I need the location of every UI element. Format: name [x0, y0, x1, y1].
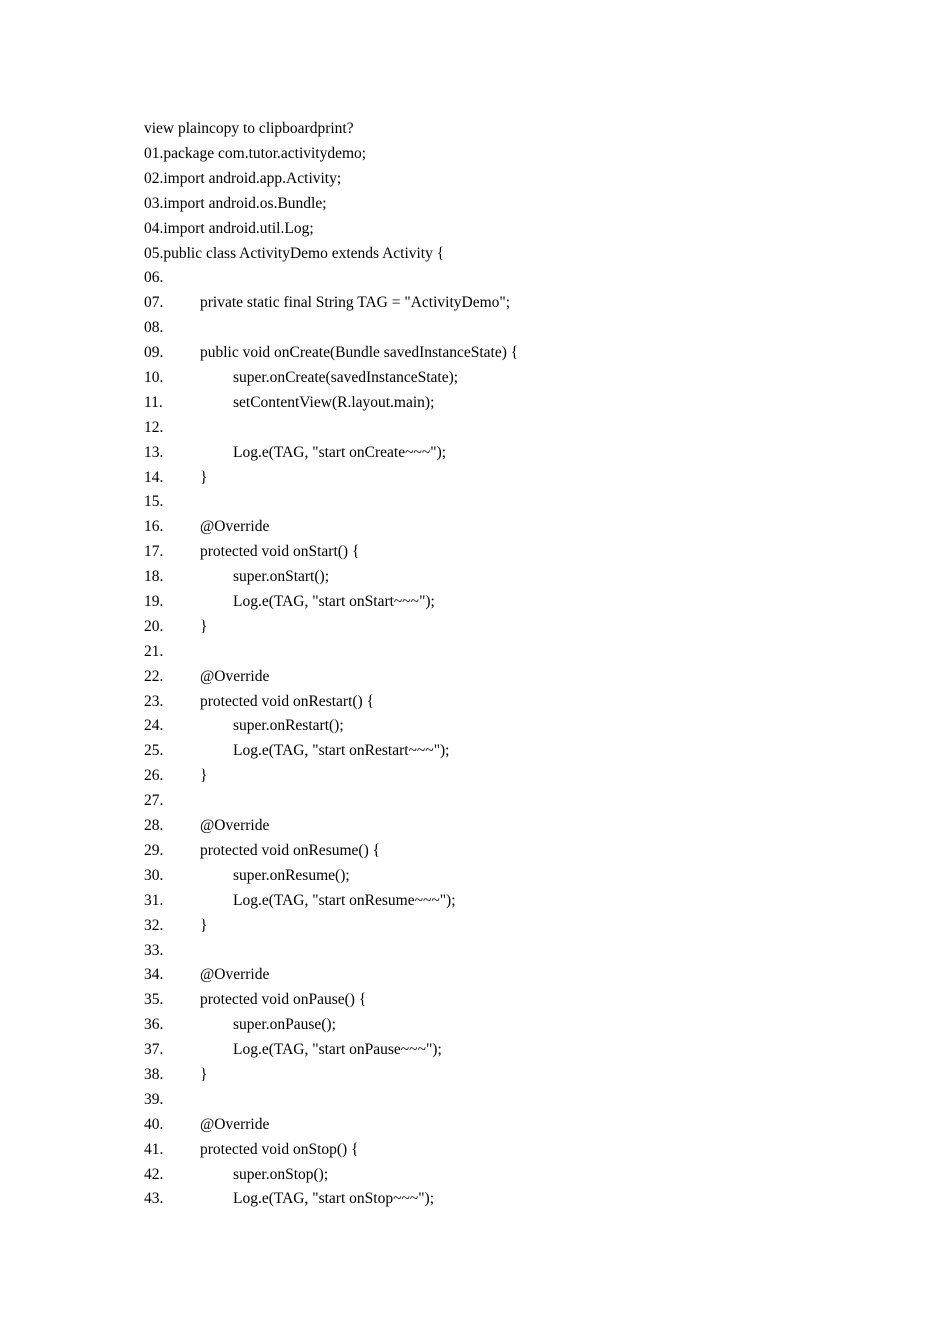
code-line	[144, 219, 864, 244]
code-line	[144, 418, 864, 443]
line-code: protected void onRestart() {	[200, 692, 375, 710]
code-line	[144, 194, 864, 219]
line-inline-wrapper	[144, 144, 366, 164]
line-number: 27.	[144, 792, 164, 810]
line-number: 10.	[144, 369, 164, 387]
line-number: 35.	[144, 991, 164, 1009]
line-code: }	[200, 1065, 208, 1083]
line-code: Log.e(TAG, "start onPause~~~");	[233, 1041, 442, 1059]
code-line	[144, 492, 864, 517]
code-line	[144, 965, 864, 990]
line-code: @Override	[200, 518, 270, 536]
line-inline-wrapper	[144, 194, 327, 214]
line-number: 19.	[144, 593, 164, 611]
line-code: @Override	[200, 667, 270, 685]
line-code: Log.e(TAG, "start onResume~~~");	[233, 891, 456, 909]
line-number: 18.	[144, 568, 164, 586]
line-number: 06.	[144, 269, 164, 287]
code-line	[144, 617, 864, 642]
code-line	[144, 692, 864, 717]
line-number: 05.	[144, 244, 164, 262]
line-number: 31.	[144, 891, 164, 909]
line-number: 02.	[144, 169, 164, 187]
line-number: 29.	[144, 841, 164, 859]
line-number: 26.	[144, 767, 164, 785]
line-code: super.onCreate(savedInstanceState);	[233, 369, 459, 387]
line-code: super.onResume();	[233, 866, 350, 884]
line-number: 36.	[144, 1016, 164, 1034]
line-number: 14.	[144, 468, 164, 486]
code-line	[144, 169, 864, 194]
code-line	[144, 1115, 864, 1140]
line-code: Log.e(TAG, "start onRestart~~~");	[233, 742, 450, 760]
line-code: public void onCreate(Bundle savedInstanceState) {	[200, 344, 519, 362]
line-number: 08.	[144, 319, 164, 337]
line-number: 07.	[144, 294, 164, 312]
line-number: 09.	[144, 344, 164, 362]
code-line	[144, 144, 864, 169]
line-number: 22.	[144, 667, 164, 685]
code-line	[144, 368, 864, 393]
line-number: 25.	[144, 742, 164, 760]
code-line	[144, 268, 864, 293]
line-code: Log.e(TAG, "start onStop~~~");	[233, 1190, 435, 1208]
line-inline-wrapper	[144, 244, 444, 264]
line-code: super.onStart();	[233, 568, 329, 586]
line-code: @Override	[200, 966, 270, 984]
line-code: protected void onResume() {	[200, 841, 381, 859]
line-code: }	[200, 916, 208, 934]
line-number: 28.	[144, 817, 164, 835]
code-line	[144, 1090, 864, 1115]
line-code: super.onStop();	[233, 1165, 329, 1183]
code-line	[144, 517, 864, 542]
line-code: package com.tutor.activitydemo;	[163, 145, 367, 162]
line-code: super.onRestart();	[233, 717, 344, 735]
line-number: 39.	[144, 1090, 164, 1108]
line-code: protected void onPause() {	[200, 991, 367, 1009]
line-code: @Override	[200, 1115, 270, 1133]
line-number: 15.	[144, 493, 164, 511]
code-line	[144, 716, 864, 741]
code-line	[144, 990, 864, 1015]
line-number: 21.	[144, 642, 164, 660]
line-code: private static final String TAG = "ActivityDemo";	[200, 294, 511, 312]
line-inline-wrapper	[144, 169, 341, 189]
line-code: }	[200, 767, 208, 785]
code-line	[144, 244, 864, 269]
code-line	[144, 1189, 864, 1214]
code-line	[144, 941, 864, 966]
line-number: 30.	[144, 866, 164, 884]
code-line	[144, 642, 864, 667]
line-code: }	[200, 468, 208, 486]
line-number: 32.	[144, 916, 164, 934]
line-number: 23.	[144, 692, 164, 710]
code-line	[144, 443, 864, 468]
line-number: 20.	[144, 617, 164, 635]
code-line	[144, 393, 864, 418]
code-line	[144, 567, 864, 592]
line-code: }	[200, 617, 208, 635]
code-line	[144, 468, 864, 493]
line-code: import android.app.Activity;	[163, 169, 342, 187]
code-line	[144, 1140, 864, 1165]
code-line	[144, 766, 864, 791]
line-number: 04.	[144, 219, 164, 237]
code-line	[144, 1165, 864, 1190]
code-line	[144, 891, 864, 916]
line-number: 42.	[144, 1165, 164, 1183]
line-number: 17.	[144, 543, 164, 561]
line-number: 33.	[144, 941, 164, 959]
line-code: import android.util.Log;	[163, 219, 314, 237]
line-number: 12.	[144, 418, 164, 436]
code-line	[144, 866, 864, 891]
line-number: 24.	[144, 717, 164, 735]
line-code: public class ActivityDemo extends Activity {	[163, 244, 445, 262]
line-code: super.onPause();	[233, 1016, 336, 1034]
line-number: 16.	[144, 518, 164, 536]
line-code: Log.e(TAG, "start onCreate~~~");	[233, 443, 447, 461]
line-number: 41.	[144, 1140, 164, 1158]
line-number: 40.	[144, 1115, 164, 1133]
code-line	[144, 1040, 864, 1065]
code-line	[144, 916, 864, 941]
code-line	[144, 791, 864, 816]
line-code: @Override	[200, 817, 270, 835]
line-number: 03.	[144, 194, 164, 212]
line-number: 11.	[144, 393, 163, 411]
line-code: Log.e(TAG, "start onStart~~~");	[233, 593, 435, 611]
code-line	[144, 1015, 864, 1040]
line-number: 34.	[144, 966, 164, 984]
line-number: 37.	[144, 1041, 164, 1059]
line-inline-wrapper	[144, 219, 314, 239]
line-code: import android.os.Bundle;	[163, 194, 327, 212]
code-line	[144, 343, 864, 368]
code-line	[144, 542, 864, 567]
code-line	[144, 841, 864, 866]
line-code: setContentView(R.layout.main);	[233, 393, 435, 411]
line-number: 01.	[144, 145, 164, 162]
line-code: protected void onStop() {	[200, 1140, 359, 1158]
code-line	[144, 816, 864, 841]
line-number: 13.	[144, 443, 164, 461]
code-line	[144, 592, 864, 617]
line-code: protected void onStart() {	[200, 543, 360, 561]
code-line	[144, 741, 864, 766]
code-line	[144, 1065, 864, 1090]
line-number: 43.	[144, 1190, 164, 1208]
code-toolbar-text: view plaincopy to clipboardprint?	[144, 120, 354, 137]
line-number: 38.	[144, 1065, 164, 1083]
code-line	[144, 667, 864, 692]
code-line	[144, 293, 864, 318]
code-line	[144, 318, 864, 343]
code-listing	[144, 144, 864, 1214]
